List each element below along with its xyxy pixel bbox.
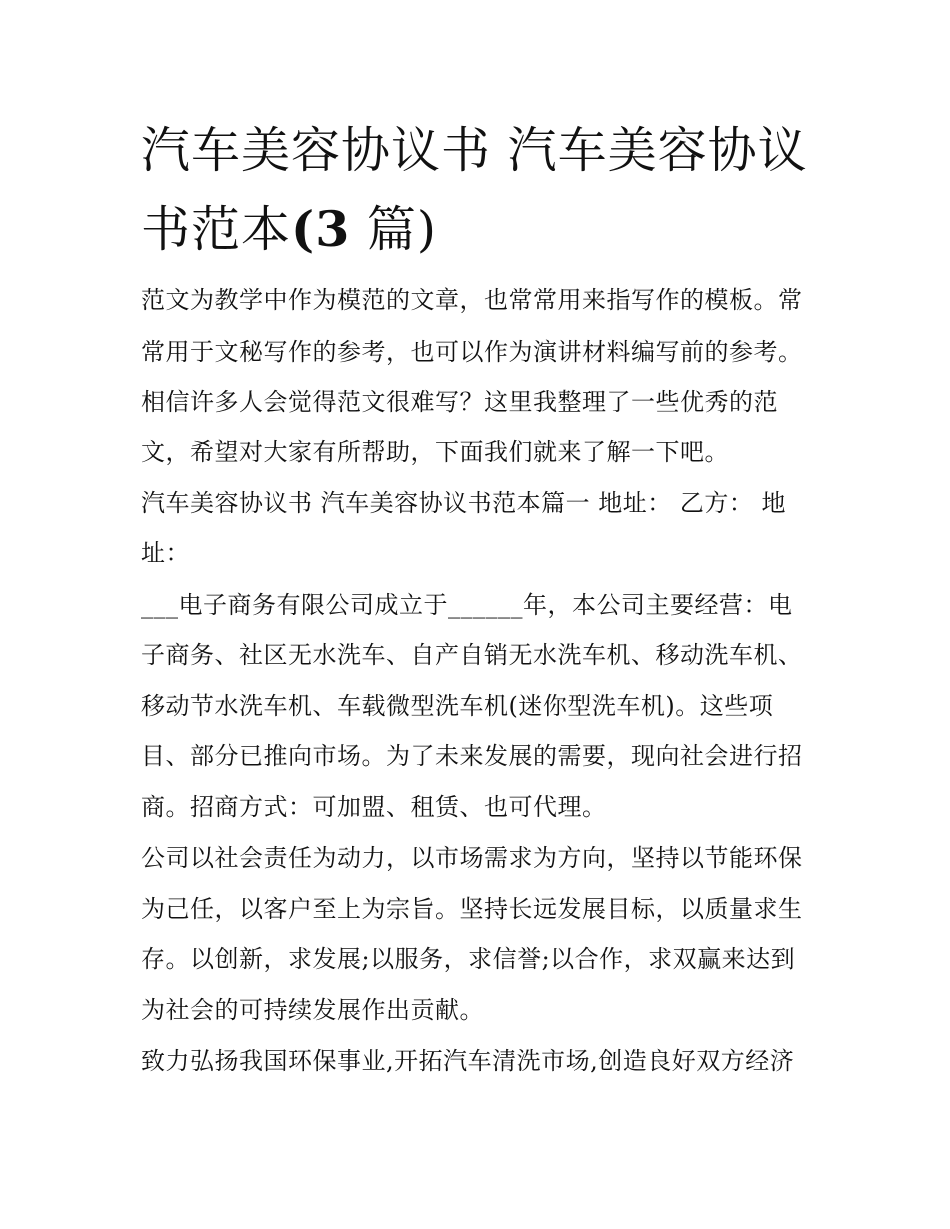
- body-line-15: 为社会的可持续发展作出贡献。: [141, 996, 484, 1024]
- body-line-6: 址：: [141, 539, 190, 567]
- body-line-16: 致力弘扬我国环保事业,开拓汽车清洗市场,创造良好双方经济: [141, 1047, 795, 1075]
- body-line-12: 公司以社会责任为动力，以市场需求为方向，坚持以节能环保: [141, 844, 803, 872]
- title-line-2-number: (3: [291, 200, 351, 258]
- body-line-4: 文，希望对大家有所帮助，下面我们就来了解一下吧。: [141, 438, 729, 466]
- body-line-13: 为己任，以客户至上为宗旨。坚持长远发展目标，以质量求生: [141, 895, 803, 923]
- title-line-2-suffix: 篇): [350, 201, 437, 258]
- body-line-2: 常用于文秘写作的参考，也可以作为演讲材料编写前的参考。: [141, 338, 803, 366]
- body-line-10: 目、部分已推向市场。为了未来发展的需要，现向社会进行招: [141, 742, 803, 770]
- title-line-1: 汽车美容协议书 汽车美容协议: [141, 122, 808, 179]
- title-line-2-prefix: 书范本: [141, 201, 292, 258]
- body-line-11: 商。招商方式：可加盟、租赁、也可代理。: [141, 793, 607, 821]
- body-line-8: 子商务、社区无水洗车、自产自销无水洗车机、移动洗车机、: [141, 641, 803, 669]
- body-line-14: 存。以创新，求发展;以服务，求信誉;以合作，求双赢来达到: [141, 945, 796, 973]
- document-title: [141, 112, 821, 269]
- body-line-1: 范文为教学中作为模范的文章，也常常用来指写作的模板。常: [141, 286, 803, 314]
- body-line-3: 相信许多人会觉得范文很难写？这里我整理了一些优秀的范: [141, 388, 778, 416]
- body-line-9: 移动节水洗车机、车载微型洗车机(迷你型洗车机)。这些项: [141, 692, 774, 720]
- body-line-7: ___电子商务有限公司成立于______年，本公司主要经营：电: [141, 591, 793, 619]
- body-line-5: 汽车美容协议书 汽车美容协议书范本篇一 地址： 乙方： 地: [141, 489, 787, 517]
